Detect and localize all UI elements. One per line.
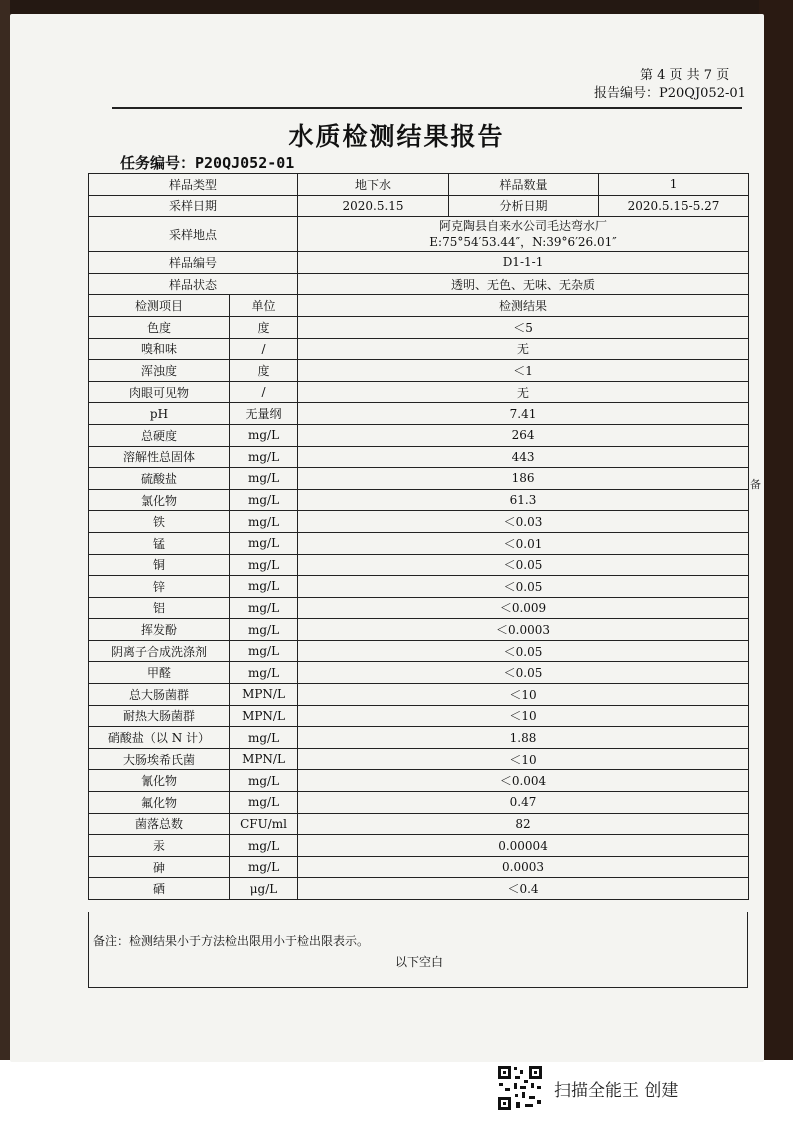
result-unit: mg/L (230, 856, 298, 878)
sample-no-value: D1-1-1 (298, 252, 749, 274)
sample-qty-label: 样品数量 (449, 174, 599, 196)
result-item: 硝酸盐（以 N 计） (89, 727, 230, 749)
table-row (89, 856, 749, 878)
result-unit: / (230, 338, 298, 360)
info-row-location (89, 217, 749, 252)
note-box (88, 912, 748, 988)
info-row-state (89, 273, 749, 295)
sample-no-label: 样品编号 (89, 252, 298, 274)
table-row (89, 792, 749, 814)
result-unit: mg/L (230, 770, 298, 792)
table-row (89, 813, 749, 835)
result-item: 汞 (89, 835, 230, 857)
table-row (89, 360, 749, 382)
table-row (89, 878, 749, 900)
result-value: ＜0.4 (298, 878, 749, 900)
page-title: 水质检测结果报告 (288, 122, 505, 151)
result-value: ＜0.0003 (298, 619, 749, 641)
result-item: 菌落总数 (89, 813, 230, 835)
table-row (89, 748, 749, 770)
result-unit: mg/L (230, 424, 298, 446)
table-row (89, 640, 749, 662)
result-value: ＜0.004 (298, 770, 749, 792)
result-value: ＜5 (298, 316, 749, 338)
result-unit: mg/L (230, 511, 298, 533)
info-row-sample-no (89, 252, 749, 274)
result-unit: mg/L (230, 446, 298, 468)
result-value: ＜10 (298, 705, 749, 727)
result-item: 总大肠菌群 (89, 684, 230, 706)
result-unit: mg/L (230, 489, 298, 511)
scanner-watermark: 扫描全能王 创建 (554, 1081, 679, 1101)
page-number: 第 4 页 共 7 页 (640, 68, 730, 83)
background-right (759, 0, 793, 1060)
table-row (89, 705, 749, 727)
table-row (89, 662, 749, 684)
result-value: 0.00004 (298, 835, 749, 857)
result-unit: mg/L (230, 597, 298, 619)
result-value: 82 (298, 813, 749, 835)
result-unit: / (230, 381, 298, 403)
result-value: 186 (298, 468, 749, 490)
result-unit: CFU/ml (230, 813, 298, 835)
table-row (89, 684, 749, 706)
table-row (89, 597, 749, 619)
header-divider (112, 107, 742, 109)
table-row (89, 489, 749, 511)
table-row (89, 619, 749, 641)
result-item: 总硬度 (89, 424, 230, 446)
result-unit: 度 (230, 360, 298, 382)
result-unit: MPN/L (230, 748, 298, 770)
result-value: 1.88 (298, 727, 749, 749)
result-unit: mg/L (230, 532, 298, 554)
result-unit: mg/L (230, 576, 298, 598)
result-value: ＜10 (298, 748, 749, 770)
result-value: ＜0.05 (298, 640, 749, 662)
result-value: 0.0003 (298, 856, 749, 878)
result-item: 耐热大肠菌群 (89, 705, 230, 727)
report-number: 报告编号：P20QJ052-01 (594, 86, 746, 101)
result-value: ＜10 (298, 684, 749, 706)
result-value: ＜0.01 (298, 532, 749, 554)
result-item: 挥发酚 (89, 619, 230, 641)
result-item: 锌 (89, 576, 230, 598)
result-value: 无 (298, 338, 749, 360)
result-item: pH (89, 403, 230, 425)
col-header-item: 检测项目 (89, 295, 230, 317)
result-unit: MPN/L (230, 684, 298, 706)
sample-state-label: 样品状态 (89, 273, 298, 295)
location-value (298, 217, 749, 252)
sampling-date-label: 采样日期 (89, 195, 298, 217)
result-value: ＜0.05 (298, 554, 749, 576)
col-header-result: 检测结果 (298, 295, 749, 317)
sample-state-value: 透明、无色、无味、无杂质 (298, 273, 749, 295)
background-left (0, 0, 10, 1060)
result-unit: mg/L (230, 468, 298, 490)
task-number: 任务编号：P20QJ052-01 (120, 154, 295, 172)
result-unit: MPN/L (230, 705, 298, 727)
table-row (89, 576, 749, 598)
result-item: 嗅和味 (89, 338, 230, 360)
side-mark: 备 (750, 478, 761, 491)
result-item: 肉眼可见物 (89, 381, 230, 403)
result-value: 443 (298, 446, 749, 468)
table-row (89, 424, 749, 446)
result-unit: mg/L (230, 554, 298, 576)
result-unit: mg/L (230, 619, 298, 641)
table-row (89, 554, 749, 576)
result-item: 氰化物 (89, 770, 230, 792)
result-value: ＜0.05 (298, 662, 749, 684)
analysis-date-value: 2020.5.15-5.27 (599, 195, 749, 217)
location-line-2: E:75°54′53.44″，N:39°6′26.01″ (429, 235, 617, 250)
location-label: 采样地点 (89, 217, 298, 252)
result-unit: mg/L (230, 727, 298, 749)
note-text: 备注：检测结果小于方法检出限用小于检出限表示。 (93, 934, 370, 948)
result-item: 阴离子合成洗涤剂 (89, 640, 230, 662)
result-value: 无 (298, 381, 749, 403)
table-row (89, 446, 749, 468)
table-row (89, 381, 749, 403)
result-item: 砷 (89, 856, 230, 878)
table-row (89, 338, 749, 360)
info-row-type (89, 174, 749, 196)
result-item: 硫酸盐 (89, 468, 230, 490)
result-value: 264 (298, 424, 749, 446)
result-value: 0.47 (298, 792, 749, 814)
result-value: ＜0.009 (298, 597, 749, 619)
table-row (89, 316, 749, 338)
sampling-date-value: 2020.5.15 (298, 195, 449, 217)
result-item: 大肠埃希氏菌 (89, 748, 230, 770)
result-value: 61.3 (298, 489, 749, 511)
table-row (89, 770, 749, 792)
result-item: 溶解性总固体 (89, 446, 230, 468)
result-item: 氯化物 (89, 489, 230, 511)
result-value: ＜0.05 (298, 576, 749, 598)
result-value: ＜1 (298, 360, 749, 382)
result-unit: mg/L (230, 835, 298, 857)
sample-qty-value: 1 (599, 174, 749, 196)
result-unit: mg/L (230, 662, 298, 684)
sample-type-label: 样品类型 (89, 174, 298, 196)
table-row (89, 532, 749, 554)
info-row-date (89, 195, 749, 217)
col-header-unit: 单位 (230, 295, 298, 317)
result-item: 铜 (89, 554, 230, 576)
result-unit: mg/L (230, 792, 298, 814)
result-item: 锰 (89, 532, 230, 554)
result-item: 铝 (89, 597, 230, 619)
result-unit: 度 (230, 316, 298, 338)
column-header-row (89, 295, 749, 317)
blank-below-text: 以下空白 (395, 955, 444, 969)
table-row (89, 835, 749, 857)
result-unit: 无量纲 (230, 403, 298, 425)
result-value: ＜0.03 (298, 511, 749, 533)
table-row (89, 403, 749, 425)
sample-type-value: 地下水 (298, 174, 449, 196)
result-item: 色度 (89, 316, 230, 338)
result-value: 7.41 (298, 403, 749, 425)
result-unit: μg/L (230, 878, 298, 900)
table-row (89, 727, 749, 749)
analysis-date-label: 分析日期 (449, 195, 599, 217)
table-row (89, 468, 749, 490)
result-item: 甲醛 (89, 662, 230, 684)
result-item: 浑浊度 (89, 360, 230, 382)
results-table (88, 173, 749, 900)
table-row (89, 511, 749, 533)
result-item: 铁 (89, 511, 230, 533)
result-item: 氟化物 (89, 792, 230, 814)
location-line-1: 阿克陶县自来水公司毛达弯水厂 (439, 219, 608, 234)
qr-code-icon (496, 1064, 544, 1112)
result-unit: mg/L (230, 640, 298, 662)
result-item: 硒 (89, 878, 230, 900)
